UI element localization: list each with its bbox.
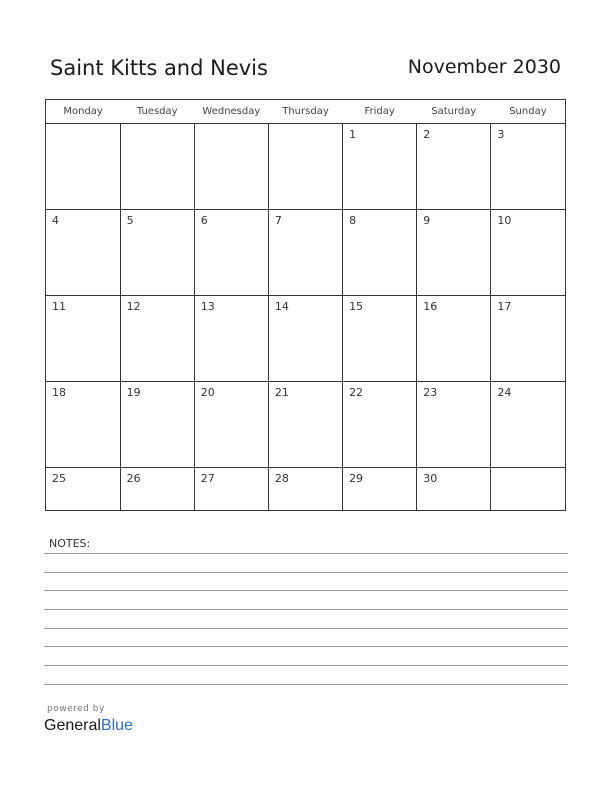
weekday-header-row [46, 100, 565, 124]
day-cell [120, 381, 194, 467]
weekday-tuesday: Tuesday [120, 100, 194, 124]
notes-line [44, 553, 568, 554]
weekday-thursday: Thursday [268, 100, 342, 124]
day-number: 10 [497, 213, 512, 227]
day-number: 3 [497, 128, 505, 141]
day-cell [120, 124, 194, 210]
day-cell [46, 381, 120, 467]
brand-general: General [44, 717, 101, 734]
day-number: 15 [349, 299, 364, 313]
day-number: 23 [423, 385, 438, 399]
day-cell [120, 295, 194, 381]
day-cell [491, 295, 565, 381]
calendar-title: Saint Kitts and Nevis [50, 56, 268, 80]
brand-blue: Blue [100, 717, 133, 734]
day-number: 16 [423, 299, 438, 313]
day-number: 8 [349, 213, 357, 227]
week-row [46, 209, 565, 295]
day-cell [46, 295, 120, 381]
day-cell [417, 209, 491, 295]
day-cell [194, 381, 268, 467]
day-number: 25 [52, 471, 66, 485]
day-cell [46, 124, 120, 210]
notes-line [44, 609, 568, 610]
day-number: 29 [349, 471, 364, 485]
week-row [46, 381, 565, 467]
day-number: 30 [423, 471, 438, 485]
day-cell [268, 124, 342, 210]
week-row [46, 295, 565, 381]
powered-by-label: powered by [47, 704, 105, 714]
weekday-saturday: Saturday [417, 100, 491, 124]
month-year-label: November 2030 [407, 56, 561, 78]
weekday-friday: Friday [343, 100, 417, 124]
brand-logo [44, 717, 133, 735]
day-cell [194, 467, 268, 510]
day-number: 9 [423, 213, 431, 227]
day-cell [343, 124, 417, 210]
day-number: 20 [200, 385, 215, 399]
notes-line [44, 665, 568, 666]
notes-line [44, 684, 568, 685]
day-cell [120, 467, 194, 510]
day-number: 2 [423, 128, 431, 141]
day-number: 22 [349, 385, 364, 399]
day-number: 28 [274, 471, 289, 485]
day-number: 11 [52, 299, 66, 313]
day-cell [343, 467, 417, 510]
notes-line [44, 646, 568, 647]
day-cell [194, 124, 268, 210]
day-cell [194, 209, 268, 295]
day-number: 13 [200, 299, 215, 313]
day-number: 24 [497, 385, 512, 399]
day-cell [491, 209, 565, 295]
day-cell [343, 209, 417, 295]
day-cell [491, 381, 565, 467]
day-number: 27 [200, 471, 215, 485]
day-cell [268, 295, 342, 381]
day-cell [120, 209, 194, 295]
day-cell [343, 295, 417, 381]
day-cell [268, 467, 342, 510]
day-cell [46, 209, 120, 295]
weekday-wednesday: Wednesday [194, 100, 268, 124]
day-number: 26 [126, 471, 141, 485]
day-number: 12 [126, 299, 141, 313]
day-cell [417, 467, 491, 510]
weekday-sunday: Sunday [491, 100, 565, 124]
day-number: 1 [349, 128, 357, 141]
day-cell [417, 124, 491, 210]
day-cell [491, 124, 565, 210]
day-number: 5 [126, 213, 134, 227]
day-number: 14 [274, 299, 289, 313]
week-row [46, 467, 565, 510]
day-cell [417, 295, 491, 381]
notes-label: NOTES: [49, 537, 91, 550]
day-cell [194, 295, 268, 381]
notes-line [44, 572, 568, 573]
notes-line [44, 628, 568, 629]
day-cell [268, 209, 342, 295]
day-cell [46, 467, 120, 510]
day-cell [268, 381, 342, 467]
day-number: 4 [52, 213, 59, 227]
day-cell [343, 381, 417, 467]
calendar-grid [45, 99, 566, 511]
week-row [46, 124, 565, 210]
day-number: 6 [200, 213, 208, 227]
notes-line [44, 590, 568, 591]
day-number: 21 [274, 385, 289, 399]
day-number: 7 [274, 213, 282, 227]
day-cell [417, 381, 491, 467]
day-number: 18 [52, 385, 66, 399]
day-cell [491, 467, 565, 510]
weekday-monday: Monday [46, 100, 120, 124]
day-number: 17 [497, 299, 512, 313]
day-number: 19 [126, 385, 141, 399]
